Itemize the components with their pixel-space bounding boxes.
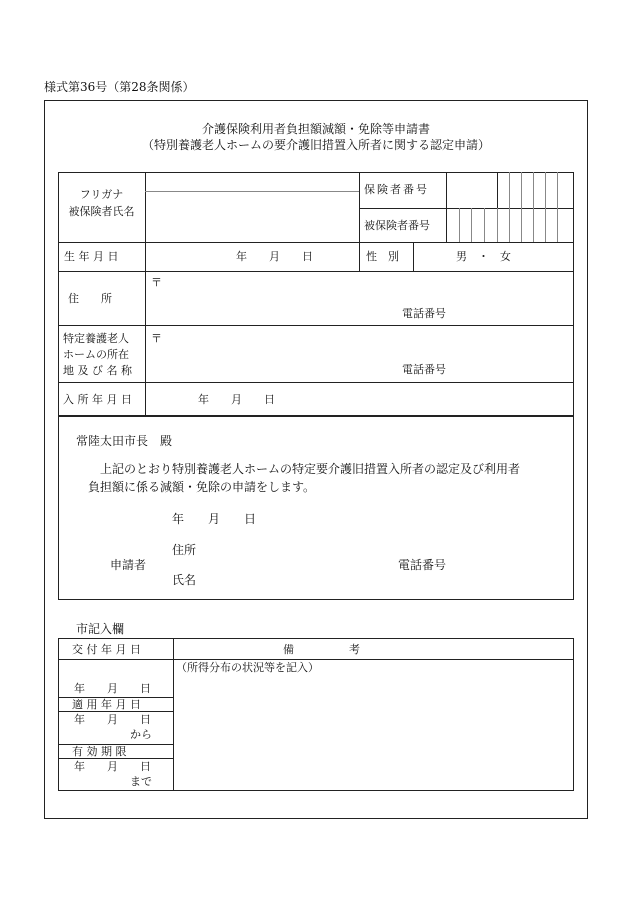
- insured-number-label: 被保険者番号: [364, 219, 430, 232]
- remarks-field[interactable]: [176, 676, 570, 786]
- until-label: まで: [130, 775, 152, 788]
- facility-field[interactable]: [165, 329, 565, 359]
- facility-label-line3: 地 及 び 名 称: [63, 364, 132, 377]
- admission-date-value[interactable]: 年 月 日: [198, 393, 275, 406]
- applicant-phone-label: 電話番号: [398, 558, 447, 572]
- insured-name-field[interactable]: [148, 194, 356, 240]
- applicant-label: 申請者: [110, 558, 147, 572]
- office-section-label: 市記入欄: [76, 622, 125, 636]
- postal-mark: 〒: [151, 276, 162, 289]
- address-phone-label: 電話番号: [402, 307, 446, 320]
- facility-phone-label: 電話番号: [402, 363, 446, 376]
- request-text-line1: 上記のとおり特別養護老人ホームの特定要介護旧措置入所者の認定及び利用者: [100, 462, 521, 476]
- sex-selector[interactable]: 男 ・ 女: [456, 250, 511, 263]
- form-subtitle: （特別養護老人ホームの要介護旧措置入所者に関する認定申請）: [141, 138, 490, 152]
- issue-date-value[interactable]: 年 月 日: [74, 682, 151, 695]
- from-label: から: [130, 728, 152, 741]
- insurer-number-label: 保険者番号: [364, 183, 429, 196]
- valid-date-value[interactable]: 年 月 日: [74, 760, 151, 773]
- dob-label: 生 年 月 日: [64, 250, 119, 263]
- applicant-address-label: 住所: [172, 543, 197, 557]
- insured-number-field[interactable]: [447, 210, 572, 240]
- form-number: 様式第36号（第28条関係）: [44, 80, 195, 94]
- facility-postal-mark: 〒: [151, 332, 162, 345]
- issue-date-label: 交 付 年 月 日: [72, 643, 141, 656]
- valid-period-label: 有 効 期 限: [72, 745, 127, 758]
- insured-name-label: 被保険者氏名: [68, 205, 135, 218]
- remarks-label: 備 考: [283, 643, 360, 656]
- request-text-line2: 負担額に係る減額・免除の申請をします。: [88, 480, 316, 494]
- facility-label-line2: ホームの所在: [63, 348, 129, 361]
- address-label: 住 所: [68, 292, 112, 305]
- address-field[interactable]: [165, 274, 565, 304]
- remarks-note: （所得分布の状況等を記入）: [176, 661, 319, 674]
- applicant-info-field[interactable]: [200, 540, 380, 588]
- dob-value[interactable]: 年 月 日: [236, 250, 313, 263]
- addressee: 常陸太田市長 殿: [76, 434, 173, 448]
- furigana-label: フリガナ: [79, 188, 124, 201]
- form-title: 介護保険利用者負担額減額・免除等申請書: [201, 122, 430, 136]
- insurer-number-field[interactable]: [498, 174, 572, 206]
- apply-date-label: 適 用 年 月 日: [72, 698, 141, 711]
- admission-label: 入 所 年 月 日: [63, 393, 132, 406]
- apply-date-value[interactable]: 年 月 日: [74, 713, 151, 726]
- request-date-value[interactable]: 年 月 日: [172, 512, 257, 526]
- facility-label-line1: 特定養護老人: [63, 332, 129, 345]
- sex-label: 性 別: [366, 250, 399, 263]
- applicant-name-label: 氏名: [172, 573, 197, 587]
- furigana-field[interactable]: [148, 174, 356, 190]
